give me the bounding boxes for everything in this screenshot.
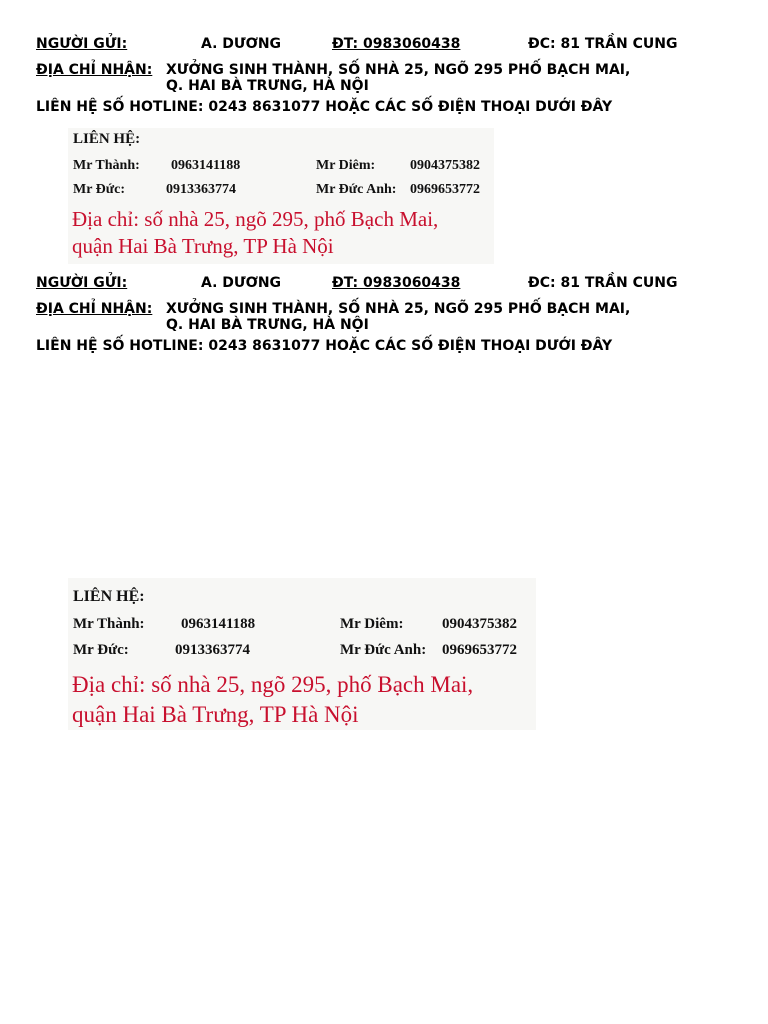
sender-address: ĐC: 81 TRẦN CUNG <box>528 36 678 52</box>
recipient-address-line-2: Q. HAI BÀ TRƯNG, HÀ NỘI <box>166 78 369 94</box>
hotline-text: LIÊN HỆ SỐ HOTLINE: 0243 8631077 HOẶC CÁC SỐ ĐIỆN THOẠI DƯỚI ĐÂY <box>36 99 613 115</box>
recipient-address-line-1: XƯỞNG SINH THÀNH, SỐ NHÀ 25, NGÕ 295 PHỐ BẠCH MAI, <box>166 301 631 317</box>
sender-name: A. DƯƠNG <box>201 36 282 52</box>
contact-name: Mr Thành: <box>73 616 145 632</box>
sender-phone: ĐT: 0983060438 <box>332 275 461 291</box>
contact-name: Mr Đức Anh: <box>340 642 427 658</box>
contact-phone: 0913363774 <box>166 182 236 197</box>
contact-phone: 0904375382 <box>442 616 517 632</box>
recipient-row <box>36 301 736 335</box>
recipient-label: ĐỊA CHỈ NHẬN: <box>36 62 153 78</box>
contact-name: Mr Diêm: <box>340 616 404 632</box>
contact-address-line-1: Địa chỉ: số nhà 25, ngõ 295, phố Bạch Mai, <box>72 207 439 231</box>
contact-phone: 0969653772 <box>410 182 480 197</box>
recipient-address <box>166 62 630 94</box>
contact-name: Mr Đức Anh: <box>316 182 397 197</box>
contact-address-line-1: Địa chỉ: số nhà 25, ngõ 295, phố Bạch Mai, <box>72 672 474 697</box>
sender-label: NGƯỜI GỬI: <box>36 275 128 291</box>
contact-phone: 0913363774 <box>175 642 250 658</box>
recipient-row <box>36 62 736 96</box>
contact-phone: 0904375382 <box>410 158 480 173</box>
contact-heading: LIÊN HỆ: <box>73 588 145 605</box>
sender-row <box>36 35 736 53</box>
sender-name: A. DƯƠNG <box>201 275 282 291</box>
contact-card-2 <box>68 578 536 730</box>
sender-address: ĐC: 81 TRẦN CUNG <box>528 275 678 291</box>
contact-phone: 0963141188 <box>171 158 241 173</box>
contact-name: Mr Đức: <box>73 642 129 658</box>
contact-address-line-2: quận Hai Bà Trưng, TP Hà Nội <box>72 702 359 727</box>
recipient-address-line-2: Q. HAI BÀ TRƯNG, HÀ NỘI <box>166 317 369 333</box>
contact-name: Mr Thành: <box>73 158 140 173</box>
recipient-label: ĐỊA CHỈ NHẬN: <box>36 301 153 317</box>
contact-address-line-2: quận Hai Bà Trưng, TP Hà Nội <box>72 234 334 258</box>
shipping-label-1 <box>36 35 736 116</box>
contact-phone: 0963141188 <box>181 616 256 632</box>
sender-row <box>36 274 736 292</box>
hotline-text: LIÊN HỆ SỐ HOTLINE: 0243 8631077 HOẶC CÁC SỐ ĐIỆN THOẠI DƯỚI ĐÂY <box>36 338 613 354</box>
recipient-address <box>166 301 630 333</box>
sender-phone: ĐT: 0983060438 <box>332 36 461 52</box>
contact-phone: 0969653772 <box>442 642 517 658</box>
contact-name: Mr Diêm: <box>316 158 376 173</box>
contact-name: Mr Đức: <box>73 182 126 197</box>
sender-label: NGƯỜI GỬI: <box>36 36 128 52</box>
recipient-address-line-1: XƯỞNG SINH THÀNH, SỐ NHÀ 25, NGÕ 295 PHỐ BẠCH MAI, <box>166 62 631 78</box>
shipping-label-2 <box>36 274 736 355</box>
contact-heading: LIÊN HỆ: <box>73 131 141 147</box>
contact-card-1 <box>68 128 494 264</box>
